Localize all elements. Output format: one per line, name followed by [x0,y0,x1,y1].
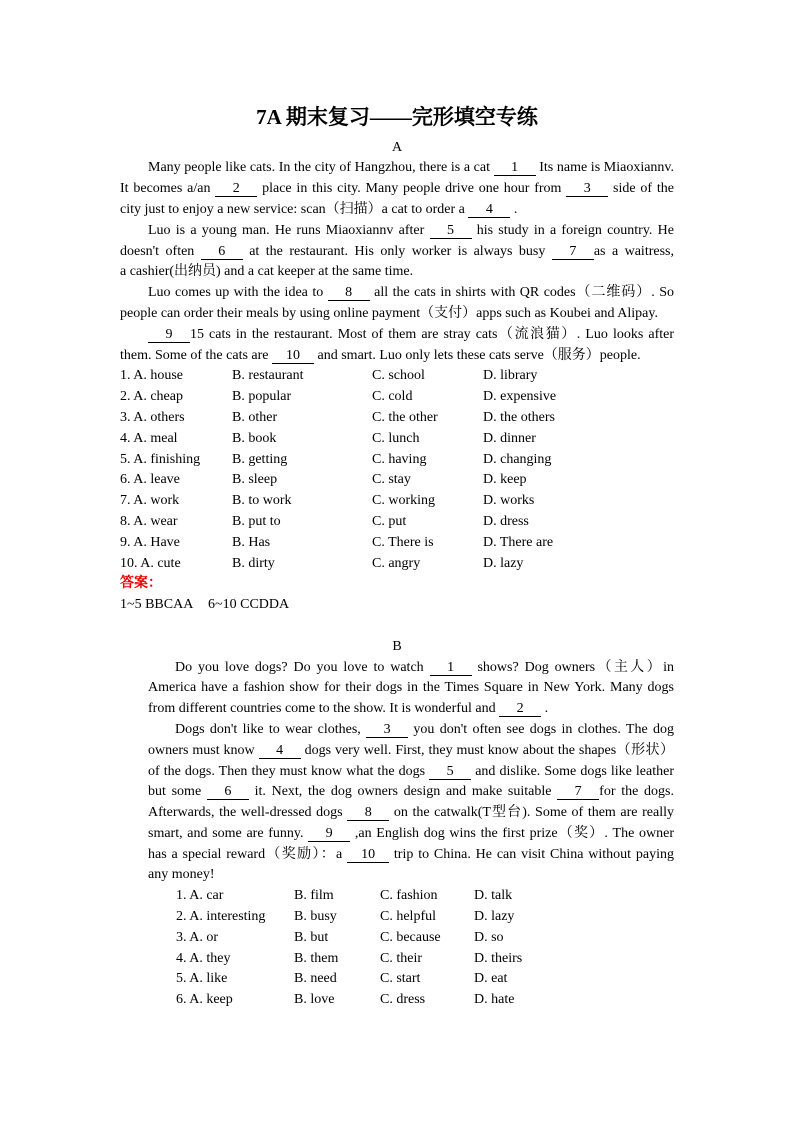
text-line [148,720,674,741]
option-choice: 3. A. or [176,929,218,945]
blank-4: 4 [468,202,510,218]
passage-text: dogs very well. First, they must know about the shapes（形状） [300,742,674,758]
option-row [176,928,794,949]
option-choice: 2. A. cheap [120,389,183,405]
option-row [176,907,794,928]
passage-text: his study in a foreign country. He [471,222,674,238]
blank-6: 6 [207,784,249,800]
option-choice: B. need [294,971,337,987]
option-choice: C. stay [372,472,411,488]
option-row [120,429,794,450]
blank-1: 1 [494,160,536,176]
passage-text: from different countries come to the show. It is wonderful and [148,701,500,717]
option-row [120,533,794,554]
text-line [148,782,674,803]
option-row [176,949,794,970]
passage-text: any money! [148,867,215,883]
blank-8: 8 [328,285,370,301]
option-row [120,512,794,533]
option-row [120,470,794,491]
passage-text: side of the [608,181,674,197]
option-choice: 6. A. keep [176,992,233,1008]
text-line [148,803,674,824]
text-line [148,824,674,845]
passage-text: trip to China. He can visit China without paying [389,846,674,862]
passage-text: a cashier(出纳员) and a cat keeper at the same time. [120,264,414,280]
passage-text: Luo comes up with the idea to [148,285,328,301]
option-choice: C. There is [372,534,434,550]
option-choice: B. sleep [232,472,278,488]
blank-2: 2 [215,181,257,197]
option-choice: C. the other [372,409,438,425]
passage-text: America have a fashion show for their dogs in the Times Square in New York. Many dogs [148,680,674,696]
option-choice: B. them [294,950,339,966]
passage-text: ,an English dog wins the first prize（奖）. The owner [350,825,674,841]
option-choice: C. angry [372,555,421,571]
option-choice: 4. A. meal [120,430,178,446]
option-choice: C. start [380,971,421,987]
document-content [0,138,794,1011]
section-heading-b: B [392,638,402,654]
option-choice: 7. A. work [120,493,180,509]
option-choice: C. school [372,368,425,384]
option-choice: 5. A. finishing [120,451,201,467]
text-line [148,845,674,866]
passage-a [120,158,674,366]
text-line [120,304,674,325]
option-choice: D. expensive [483,389,557,405]
option-choice: B. Has [232,534,271,550]
text-line [120,221,674,242]
option-choice: 1. A. house [120,368,183,384]
section-heading-a: A [391,139,403,155]
option-row [176,886,794,907]
text-line [148,741,674,762]
text-line [120,158,674,179]
passage-text: shows? Dog owners（主人）in [471,659,674,675]
option-row [176,990,794,1011]
passage-text: for the dogs. [599,784,674,800]
option-choice: B. but [294,929,329,945]
option-choice: C. put [372,513,407,529]
option-choice: B. restaurant [232,368,304,384]
option-choice: B. to work [232,493,292,509]
text-line [120,283,674,304]
blank-10: 10 [347,847,389,863]
option-choice: C. lunch [372,430,420,446]
passage-text: and smart. Luo only lets these cats serve（服务）people. [314,347,641,363]
answer-group: 1~5 BBCAA [120,597,193,613]
passage-text: Many people like cats. In the city of Hangzhou, there is a cat [148,160,494,176]
passage-text: smart, and some are funny. [148,825,309,841]
option-choice: D. library [483,368,538,384]
option-choice: 10. A. cute [120,555,181,571]
passage-text: city just to enjoy a new service: scan（扫描）a cat to order a [120,201,469,217]
option-choice: 3. A. others [120,409,185,425]
text-line [120,179,674,200]
option-choice: C. their [380,950,422,966]
option-choice: B. popular [232,389,292,405]
blank-7: 7 [557,784,599,800]
option-choice: C. helpful [380,909,436,925]
passage-text: doesn't often [120,243,201,259]
blank-4: 4 [259,743,301,759]
answer-key [120,595,794,616]
passage-text: as a waitress, [593,243,674,259]
option-choice: C. because [380,929,441,945]
option-choice: D. dinner [483,430,536,446]
option-choice: D. talk [474,888,513,904]
option-row [120,366,794,387]
option-choice: D. dress [483,513,529,529]
text-line [120,346,674,367]
options-b [176,886,794,1011]
option-choice: 8. A. wear [120,513,178,529]
passage-text: 15 cats in the restaurant. Most of them are stray cats（流浪猫）. Luo looks after [190,326,674,342]
option-row [120,450,794,471]
text-line [120,200,674,221]
option-choice: D. changing [483,451,552,467]
passage-text: on the catwalk(T型台). Some of them are really [389,805,674,821]
option-choice: C. working [372,493,435,509]
text-line [148,699,674,720]
option-choice: C. cold [372,389,413,405]
blank-10: 10 [272,348,314,364]
option-row [120,554,794,575]
passage-text: all the cats in shirts with QR codes（二维码）. So [369,285,674,301]
option-choice: D. lazy [474,909,515,925]
page-title: 7A 期末复习——完形填空专练 [256,105,538,129]
blank-5: 5 [429,764,471,780]
option-choice: B. book [232,430,277,446]
option-choice: 2. A. interesting [176,909,266,925]
option-choice: D. so [474,929,504,945]
option-choice: D. hate [474,992,515,1008]
passage-text: . [510,201,518,217]
option-choice: B. love [294,992,335,1008]
text-line [120,325,674,346]
answer-key-label: 答案： [120,576,162,592]
text-line [148,762,674,783]
passage-text: It becomes a/an [120,181,216,197]
passage-text: Do you love dogs? Do you love to watch [175,659,430,675]
text-line [120,242,674,263]
passage-text: it. Next, the dog owners design and make suitable [248,784,558,800]
option-choice: B. film [294,888,334,904]
option-choice: B. other [232,409,278,425]
blank-2: 2 [499,701,541,717]
passage-b [148,658,674,887]
passage-text: at the restaurant. His only worker is always busy [242,243,552,259]
blank-7: 7 [552,244,594,260]
option-choice: 6. A. leave [120,472,180,488]
text-line [148,865,674,886]
passage-text: owners must know [148,742,259,758]
text-line [120,262,674,283]
blank-9: 9 [308,826,350,842]
answer-group: 6~10 CCDDA [208,597,290,613]
option-choice: B. put to [232,513,281,529]
option-choice: 5. A. like [176,971,228,987]
option-choice: C. fashion [380,888,438,904]
blank-8: 8 [347,805,389,821]
blank-9: 9 [148,327,190,343]
passage-text: and dislike. Some dogs like leather [471,763,674,779]
passage-text: you don't often see dogs in clothes. The dog [408,721,675,737]
passage-text: . [541,701,549,717]
option-choice: 1. A. car [176,888,224,904]
option-choice: D. theirs [474,950,523,966]
option-choice: 9. A. Have [120,534,180,550]
option-choice: D. lazy [483,555,524,571]
option-choice: D. There are [483,534,554,550]
option-choice: C. having [372,451,427,467]
option-choice: D. the others [483,409,555,425]
option-choice: B. dirty [232,555,275,571]
passage-text: but some [148,784,207,800]
option-row [120,408,794,429]
blank-3: 3 [366,722,408,738]
passage-text: Its name is Miaoxiannv. [535,160,675,176]
passage-text: has a special reward（奖励）：a [148,846,348,862]
blank-3: 3 [566,181,608,197]
option-choice: D. works [483,493,535,509]
passage-text: of the dogs. Then they must know what the dogs [148,763,430,779]
option-choice: B. busy [294,909,337,925]
option-row [176,969,794,990]
passage-text: people can order their meals by using online payment（支付）apps such as Koubei and Alipay. [120,305,658,321]
option-choice: D. keep [483,472,527,488]
text-line [148,658,674,679]
option-choice: 4. A. they [176,950,231,966]
options-a [120,366,794,574]
option-choice: C. dress [380,992,426,1008]
blank-line [0,616,794,637]
passage-text: them. Some of the cats are [120,347,273,363]
option-choice: D. eat [474,971,508,987]
passage-text: place in this city. Many people drive one hour from [257,181,567,197]
text-line [148,678,674,699]
option-choice: B. getting [232,451,288,467]
passage-text: Afterwards, the well-dressed dogs [148,805,348,821]
passage-text: Dogs don't like to wear clothes, [175,721,367,737]
option-row [120,387,794,408]
blank-5: 5 [430,223,472,239]
option-row [120,491,794,512]
blank-1: 1 [430,660,472,676]
passage-text: Luo is a young man. He runs Miaoxiannv after [148,222,430,238]
blank-6: 6 [201,244,243,260]
